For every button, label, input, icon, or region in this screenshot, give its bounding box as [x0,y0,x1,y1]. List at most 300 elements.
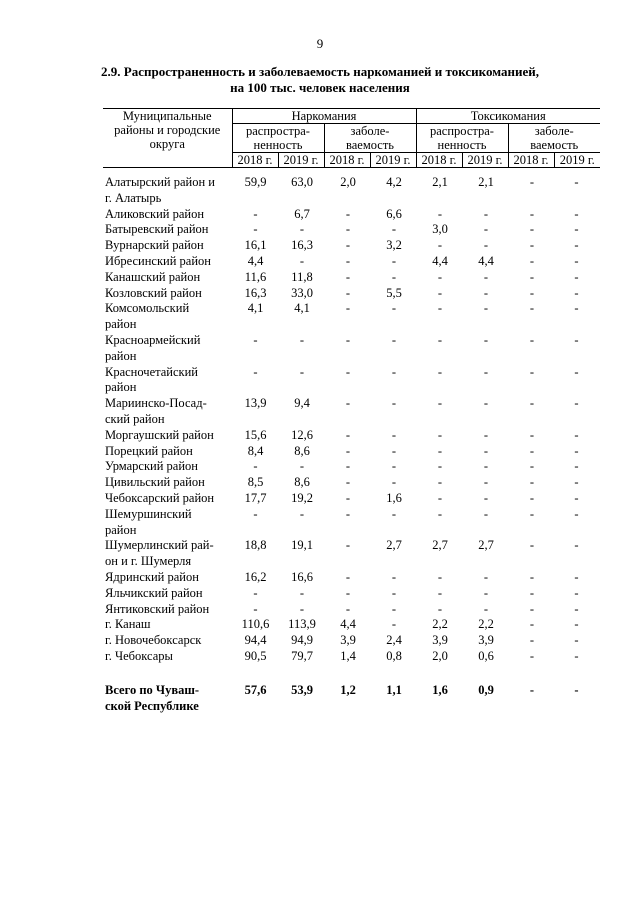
row-name-line: Аликовский район [105,206,205,221]
row-value: - [391,585,397,600]
row-value: 9,4 [294,396,310,411]
row-value: - [345,332,351,347]
table-row [103,649,600,665]
row-name-line: Батыревский район [105,222,209,237]
row-value: - [574,222,579,237]
header-toxico-prevalence-line-2: ненность [437,138,487,152]
row-value: - [574,506,579,521]
row-value: - [529,427,535,442]
header-narco-incidence-line-2: ваемость [345,138,395,152]
row-value: 110,6 [241,617,270,632]
row-value: 11,8 [291,269,313,284]
row-name-line: Яльчикский район [105,585,203,600]
table-row [103,633,600,649]
row-value: - [574,206,579,221]
row-value: - [529,443,535,458]
row-name [103,270,232,286]
row-value: - [483,585,489,600]
row-value: - [574,443,579,458]
row-value: - [529,396,535,411]
row-value: 2,7 [432,538,448,553]
row-value: - [345,206,351,221]
row-name [103,286,232,302]
row-value: - [483,206,489,221]
header-toxico-incidence [508,124,600,153]
row-value: - [483,601,489,616]
row-value: - [529,585,535,600]
row-name [103,444,232,460]
table-row [103,270,600,286]
row-value: - [437,475,443,490]
row-name-line: Вурнарский район [105,238,204,253]
row-value: 5,5 [386,285,402,300]
table-row [103,286,600,302]
row-value: - [529,569,535,584]
row-value: 4,4 [247,253,264,268]
row-name [103,538,232,570]
row-value: - [483,269,489,284]
row-value: 2,0 [432,648,448,663]
title-line-2: на 100 тыс. человек населения [230,80,410,95]
row-name-line: Алатырский район и [105,175,215,189]
row-name [103,570,232,586]
row-value: 4,1 [294,301,310,316]
row-value: - [437,569,443,584]
row-name-line: Комсомольский [105,301,190,316]
row-value: 1,1 [386,682,402,697]
row-value: - [391,427,397,442]
header-toxico-incidence-line-1: заболе- [534,124,574,138]
row-name-line: Красночетайский [105,364,198,379]
table-row [103,238,600,254]
row-value: - [299,585,305,600]
row-value: 8,5 [247,475,264,490]
row-value: 94,4 [244,633,267,648]
row-value: - [345,459,351,474]
row-value: - [574,585,579,600]
row-value: - [437,238,443,253]
total-row [103,683,600,715]
row-value: - [437,206,443,221]
row-value: 2,1 [432,175,448,189]
header-narco-prevalence-line-2: ненность [253,138,303,152]
row-value: 16,3 [291,238,313,253]
row-value: - [529,538,535,553]
row-value: 1,2 [340,682,356,697]
row-value: - [574,475,579,490]
row-value: - [437,364,443,379]
table-row [103,507,600,539]
row-value: - [574,569,579,584]
row-name-line: ской Республике [105,698,199,713]
table-row [103,207,600,223]
row-value: - [529,238,535,253]
row-value: - [574,285,579,300]
row-value: - [299,506,305,521]
row-value: - [574,490,579,505]
row-value: - [574,459,579,474]
row-value: 17,7 [244,490,267,505]
row-name-line: Всего по Чуваш- [105,682,200,697]
row-name [103,333,232,365]
row-name-line: г. Алатырь [105,190,162,205]
row-value: - [437,506,443,521]
row-value: - [483,427,489,442]
row-name [103,175,232,207]
row-name [103,301,232,333]
row-value: - [529,601,535,616]
row-value: - [529,633,535,648]
page-number: 9 [316,36,324,51]
row-value: - [529,648,535,663]
row-value: 1,6 [386,490,402,505]
header-narco-incidence-line-1: заболе- [350,124,390,138]
row-value: - [529,222,535,237]
row-name [103,491,232,507]
row-value: - [529,269,535,284]
row-name [103,365,232,397]
row-name-line: район [105,380,137,395]
row-name [103,586,232,602]
row-value: 3,9 [432,633,448,648]
row-name-line: Шумерлинский рай- [105,538,214,553]
row-value: 4,2 [386,175,402,189]
row-value: - [483,238,489,253]
row-value: 2,7 [478,538,494,553]
row-name-line: Канашский район [105,269,201,284]
row-value: - [574,364,579,379]
row-value: - [574,648,579,663]
row-value: 3,9 [478,633,494,648]
row-name-line: Шемуршинский [105,506,192,521]
row-value: - [529,253,535,268]
row-value: - [529,475,535,490]
row-name [103,459,232,475]
row-value: 13,9 [244,396,267,411]
row-value: 94,9 [291,633,313,648]
row-value: 1,6 [432,682,448,697]
row-name-line: район [105,522,137,537]
row-value: 15,6 [244,427,267,442]
row-name-line: он и г. Шумерля [105,554,192,569]
header-municipal-line-1: Муниципальные [122,109,212,123]
row-value: 2,7 [386,538,402,553]
header-toxico-incidence-line-2: ваемость [530,138,579,152]
row-value: 4,1 [247,301,264,316]
year-2019: 2019 г. [278,153,324,168]
row-value: - [529,285,535,300]
year-2019: 2019 г. [462,153,508,168]
year-2018: 2018 г. [416,153,462,168]
row-value: 2,2 [432,617,448,632]
row-value: - [437,301,443,316]
row-value: - [345,506,351,521]
row-value: - [574,253,579,268]
row-value: 59,9 [244,175,267,189]
row-value: 6,7 [294,206,310,221]
row-name-line: г. Канаш [105,617,151,632]
row-value: - [574,617,579,632]
row-value: - [483,506,489,521]
row-value: - [437,427,443,442]
row-value: 19,1 [291,538,313,553]
row-value: - [391,459,397,474]
row-value: - [574,538,579,553]
row-name-line: район [105,348,137,363]
row-value: - [391,601,397,616]
row-value: - [391,617,397,632]
row-value: - [483,459,489,474]
row-value: 16,1 [244,238,267,253]
row-value: - [253,332,258,347]
row-value: - [437,490,443,505]
row-value: - [574,633,579,648]
row-value: - [391,569,397,584]
row-value: 3,0 [432,222,448,237]
row-name [103,683,232,715]
row-name-line: Урмарский район [105,459,198,474]
row-value: - [345,253,351,268]
row-value: 2,2 [478,617,494,632]
row-name [103,222,232,238]
row-value: - [253,206,258,221]
row-value: - [253,222,258,237]
row-value: - [437,269,443,284]
row-value: 79,7 [291,648,313,663]
row-value: - [391,222,397,237]
row-value: - [483,490,489,505]
row-value: - [391,301,397,316]
row-value: - [529,617,535,632]
row-value: 16,6 [291,569,313,584]
row-name-line: Чебоксарский район [105,490,215,505]
row-value: - [253,601,258,616]
row-value: - [483,222,489,237]
row-value: - [529,175,535,189]
row-value: - [483,364,489,379]
row-value: - [299,601,305,616]
row-name-line: район [105,317,137,332]
table-row [103,365,600,397]
row-value: - [299,332,305,347]
header-toxicomania: Токсикомания [416,109,600,124]
row-value: - [253,506,258,521]
row-value: - [574,427,579,442]
row-name-line: Цивильский район [105,475,205,490]
table-row [103,617,600,633]
row-value: - [391,396,397,411]
row-value: - [345,285,351,300]
header-narco-incidence [324,124,416,153]
row-value: - [437,443,443,458]
row-value: - [529,682,535,697]
row-value: - [345,238,351,253]
row-name-line: Мариинско-Посад- [105,396,207,411]
table-row [103,175,600,207]
row-value: - [529,364,535,379]
table-row [103,444,600,460]
row-value: - [391,332,397,347]
table-row [103,396,600,428]
row-value: - [391,475,397,490]
row-value: - [529,206,535,221]
row-value: - [345,396,351,411]
row-value: 8,6 [294,475,310,490]
row-value: 0,8 [386,648,402,663]
row-name-line: Порецкий район [105,443,193,458]
row-value: 12,6 [291,427,313,442]
row-name-line: Моргаушский район [105,427,214,442]
row-value: - [574,682,579,697]
header-narcomania: Наркомания [232,109,416,124]
row-name [103,238,232,254]
table-row [103,570,600,586]
row-value: 19,2 [291,490,313,505]
row-value: - [345,538,351,553]
row-value: 2,0 [340,175,356,189]
row-value: 90,5 [244,648,267,663]
table-title [80,64,560,96]
table-row [103,254,600,270]
row-value: 4,4 [432,253,448,268]
row-name [103,428,232,444]
row-value: - [437,285,443,300]
row-value: - [345,601,351,616]
row-value: - [253,364,258,379]
row-value: - [345,490,351,505]
row-value: - [437,332,443,347]
row-value: - [529,490,535,505]
row-name-line: Ибресинский район [105,253,211,268]
row-value: - [391,506,397,521]
year-2018: 2018 г. [508,153,554,168]
row-name [103,617,232,633]
row-value: - [345,569,351,584]
row-value: - [574,269,579,284]
row-value: - [437,585,443,600]
row-name-line: Красноармейский [105,332,201,347]
row-value: 2,1 [478,175,494,189]
year-2019: 2019 г. [370,153,416,168]
row-value: 1,4 [340,648,356,663]
row-value: 16,3 [244,285,267,300]
header-municipal-line-2: районы и городские [114,123,221,137]
row-value: 3,2 [386,238,402,253]
header-municipal-line-3: округа [149,137,185,151]
row-value: - [299,222,305,237]
table-row [103,301,600,333]
row-value: - [483,443,489,458]
row-value: 8,6 [294,443,310,458]
row-name [103,649,232,665]
header-toxico-prevalence-line-1: распростра- [430,124,494,138]
row-value: - [345,427,351,442]
row-name [103,396,232,428]
table-row [103,586,600,602]
row-value: 8,4 [247,443,264,458]
row-value: - [483,332,489,347]
row-name [103,207,232,223]
year-2019: 2019 г. [554,153,600,168]
row-value: 18,8 [244,538,267,553]
header-narco-prevalence [232,124,324,153]
row-name-line: ский район [105,411,165,426]
row-name [103,254,232,270]
row-value: 2,4 [386,633,402,648]
row-value: 6,6 [386,206,402,221]
row-value: - [574,396,579,411]
row-value: - [345,443,351,458]
row-value: 11,6 [244,269,267,284]
header-narco-prevalence-line-1: распростра- [246,124,310,138]
row-value: 4,4 [478,253,494,268]
row-name-line: г. Новочебоксарск [105,633,202,648]
table-row [103,459,600,475]
row-value: - [483,475,489,490]
table-row [103,333,600,365]
row-name-line: Козловский район [105,285,202,300]
table-body [103,175,600,714]
row-value: 33,0 [291,285,313,300]
table-row [103,491,600,507]
row-value: - [483,301,489,316]
row-name-line: Ядринский район [105,569,199,584]
row-value: 57,6 [244,682,267,697]
row-value: 63,0 [291,175,313,189]
table-header [103,108,600,168]
row-name [103,633,232,649]
row-value: - [391,443,397,458]
row-value: - [574,601,579,616]
row-value: 4,4 [340,617,356,632]
row-value: - [529,506,535,521]
row-value: - [574,175,579,189]
row-value: - [253,585,258,600]
table-row [103,428,600,444]
row-value: 113,9 [288,617,316,632]
table-row [103,222,600,238]
title-line-1: 2.9. Распространенность и заболеваемость наркоманией и токсикоманией, [101,64,539,79]
year-2018: 2018 г. [232,153,278,168]
row-value: - [391,253,397,268]
row-value: - [253,459,258,474]
row-value: - [437,459,443,474]
table-row [103,602,600,618]
row-value: - [483,569,489,584]
row-value: - [574,238,579,253]
row-value: 0,6 [478,648,494,663]
row-name-line: Янтиковский район [105,601,210,616]
row-value: - [345,475,351,490]
row-value: - [391,269,397,284]
row-value: - [345,269,351,284]
row-value: - [529,301,535,316]
row-value: 16,2 [244,569,267,584]
header-toxico-prevalence [416,124,508,153]
row-value: - [345,364,351,379]
row-value: - [574,332,579,347]
row-value: 3,9 [340,633,356,648]
table-row [103,538,600,570]
row-value: - [574,301,579,316]
table-row [103,475,600,491]
header-municipal [103,109,232,168]
row-value: - [299,253,305,268]
row-value: - [483,396,489,411]
row-value: - [299,459,305,474]
row-value: - [529,332,535,347]
year-2018: 2018 г. [324,153,370,168]
